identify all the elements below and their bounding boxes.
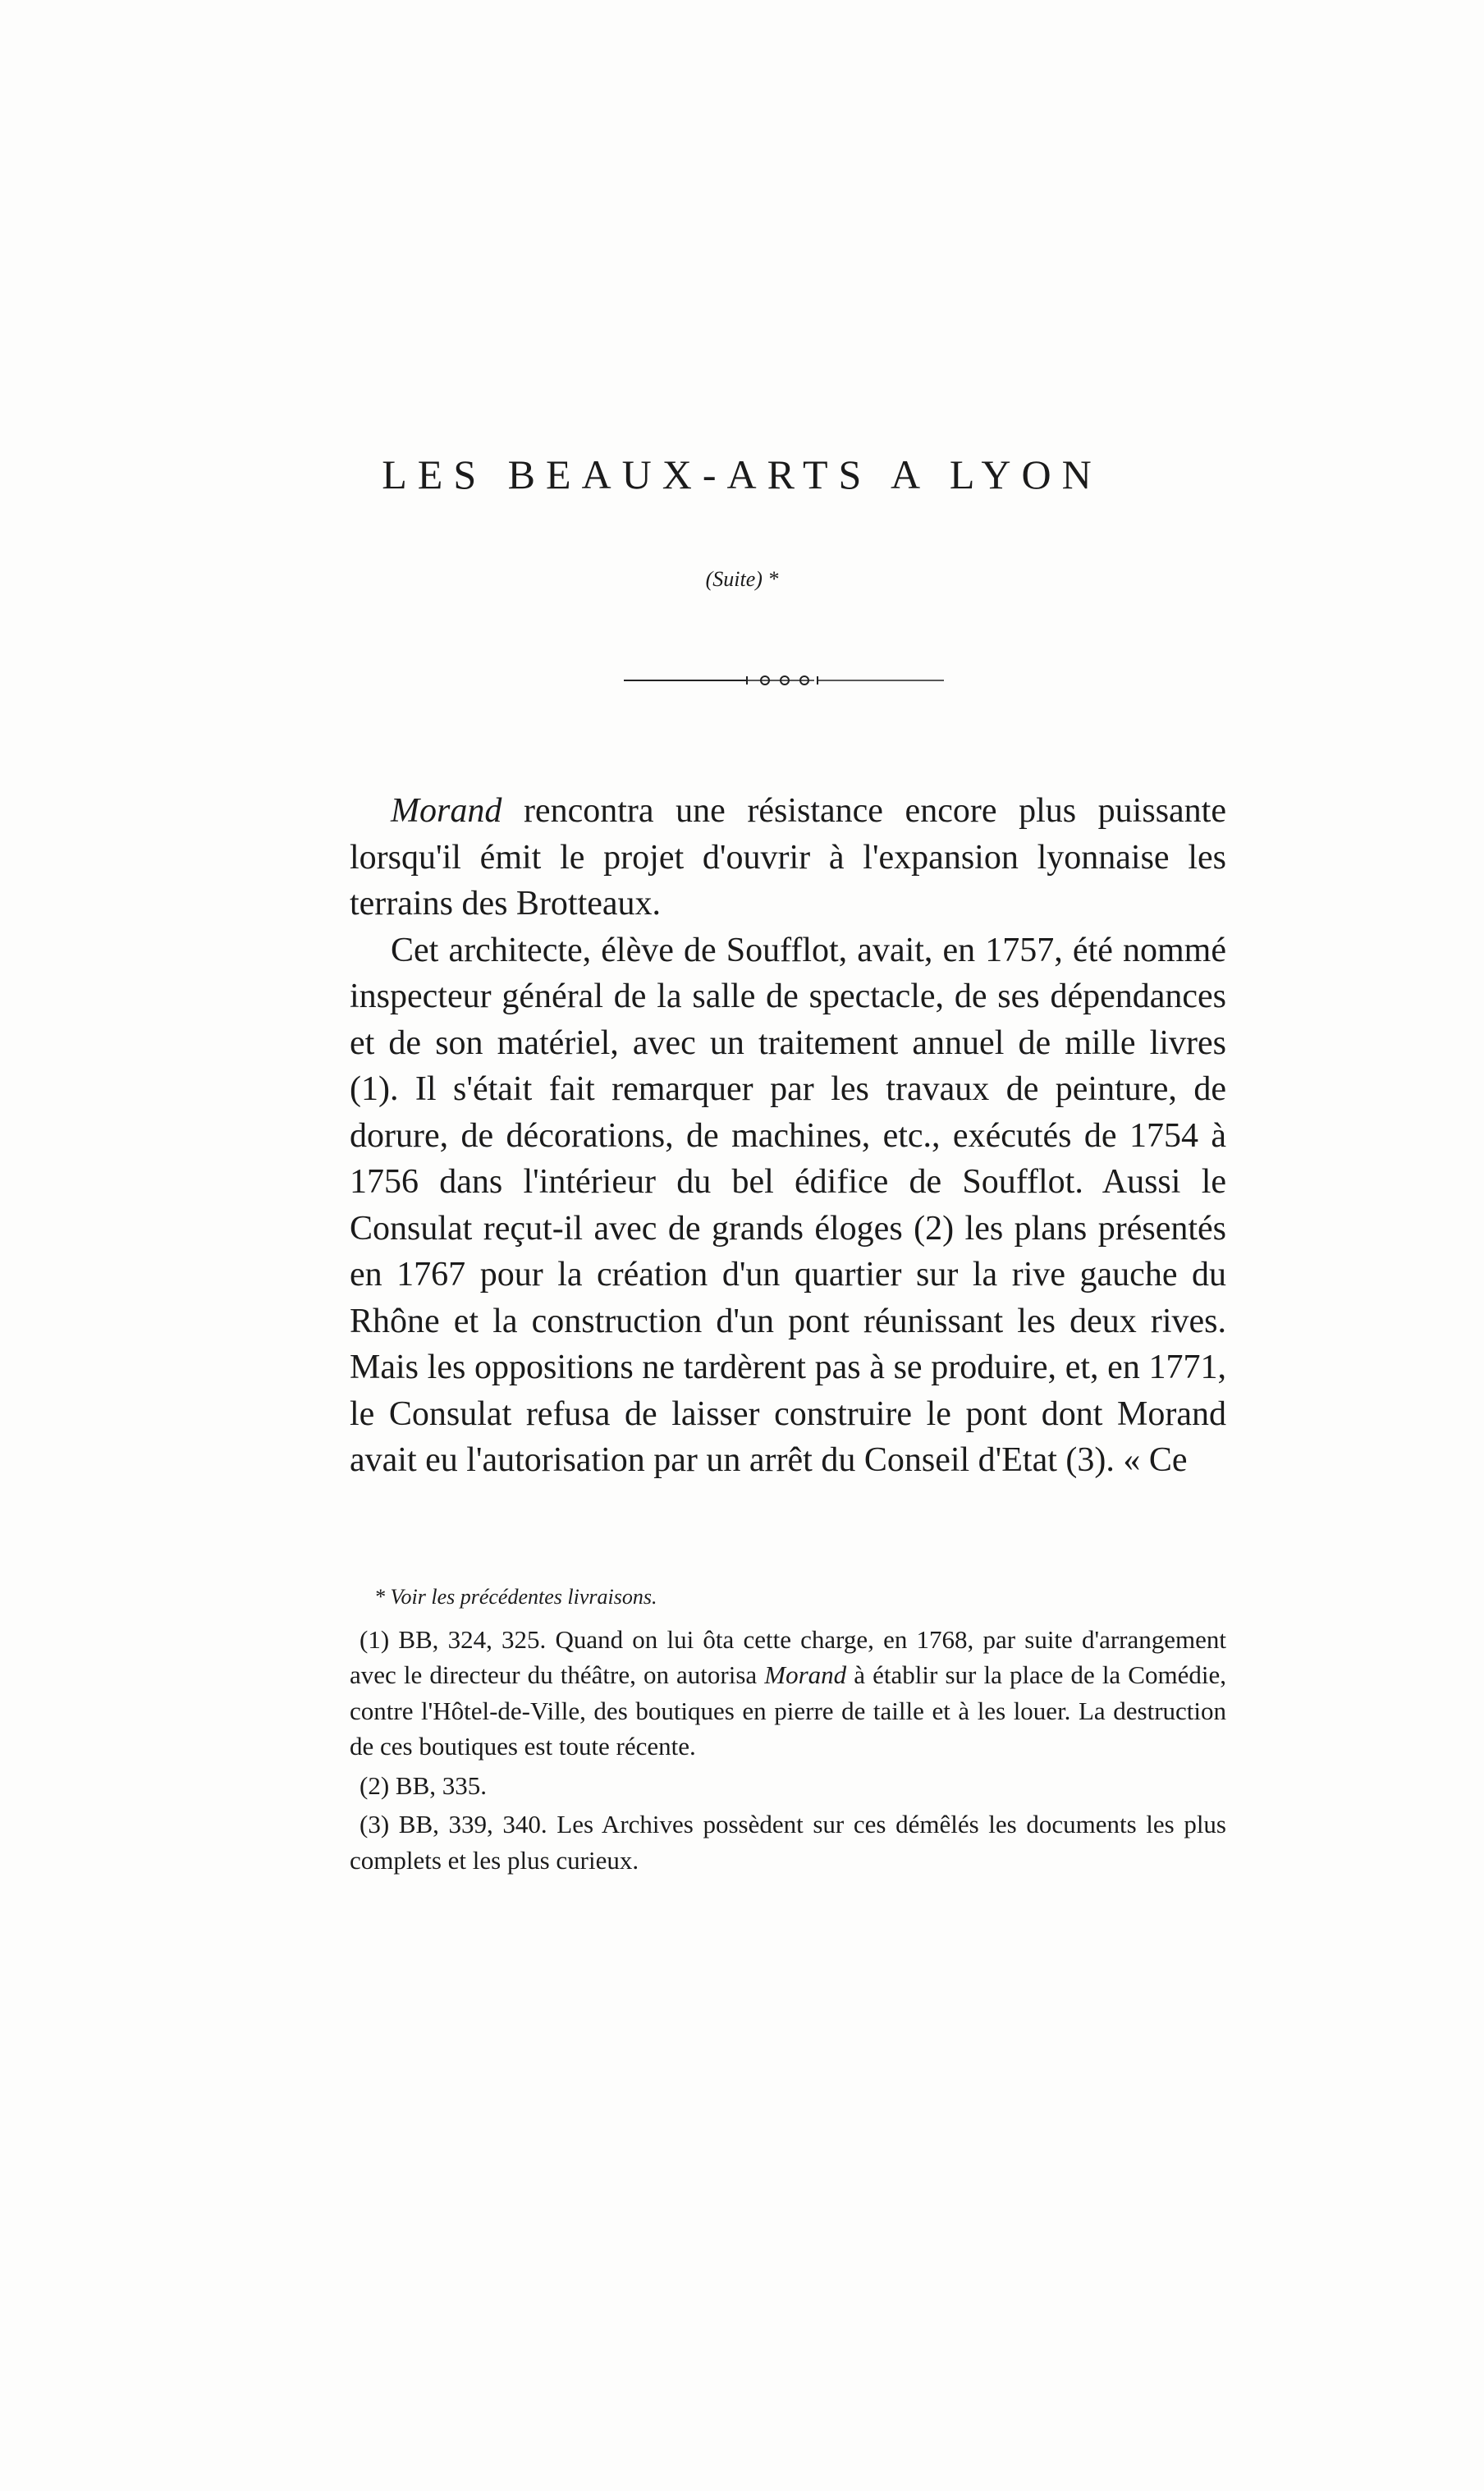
- footnote-3: (3) BB, 339, 340. Les Archives possèdent sur ces démêlés les documents les plus complets et les plus curieux.: [350, 1810, 1226, 1875]
- footnote-1-post: à établir sur la place de la Comédie, contre l'Hôtel-de-Ville, des boutiques en pierre de taille et à les louer. La destruction de ces boutiques est toute récente.: [350, 1660, 1226, 1761]
- page-title: LES BEAUX-ARTS A LYON: [382, 451, 1102, 497]
- decorative-rule-ornament-icon: [624, 671, 944, 689]
- body-text: [350, 788, 1226, 1484]
- subtitle: (Suite) *: [705, 567, 779, 591]
- footnote-1: [350, 1622, 1226, 1765]
- footnote-2: (2) BB, 335.: [360, 1770, 487, 1800]
- footnote-1-name: Morand: [764, 1660, 847, 1689]
- footnotes: [350, 1579, 1226, 1881]
- paragraph-1-lead: Morand: [391, 792, 502, 830]
- footnote-1-pre: (1) BB, 324, 325. Quand on lui ôta cette charge, en 1768, par suite d'arrangement avec le directeur du théâtre, on autorisa: [350, 1624, 1226, 1689]
- footnote-intro: * Voir les précédentes livraisons.: [374, 1585, 657, 1609]
- paragraph-1: [350, 788, 1226, 927]
- paragraph-1-text: rencontra une résistance encore plus puissante lorsqu'il émit le projet d'ouvrir à l'expansion lyonnaise les terrains des Brotteaux.: [350, 792, 1226, 923]
- paragraph-2: Cet architecte, élève de Soufflot, avait, en 1757, été nommé inspecteur général de la salle de spectacle, de ses dépendances et de son matériel, avec un traitement annuel de mille livres (1). Il s'était fait remarquer par les travaux de peinture, de dorure, de décorations, de machines, etc., exécutés de 1754 à 1756 dans l'intérieur du bel édifice de Soufflot. Aussi le Consulat reçut-il avec de grands éloges (2) les plans présentés en 1767 pour la création d'un quartier sur la rive gauche du Rhône et la construction d'un pont réunissant les deux rives. Mais les oppositions ne tardèrent pas à se produire, et, en 1771, le Consulat refusa de laisser construire le pont dont Morand avait eu l'autorisation par un arrêt du Conseil d'Etat (3). « Ce: [350, 931, 1226, 1479]
